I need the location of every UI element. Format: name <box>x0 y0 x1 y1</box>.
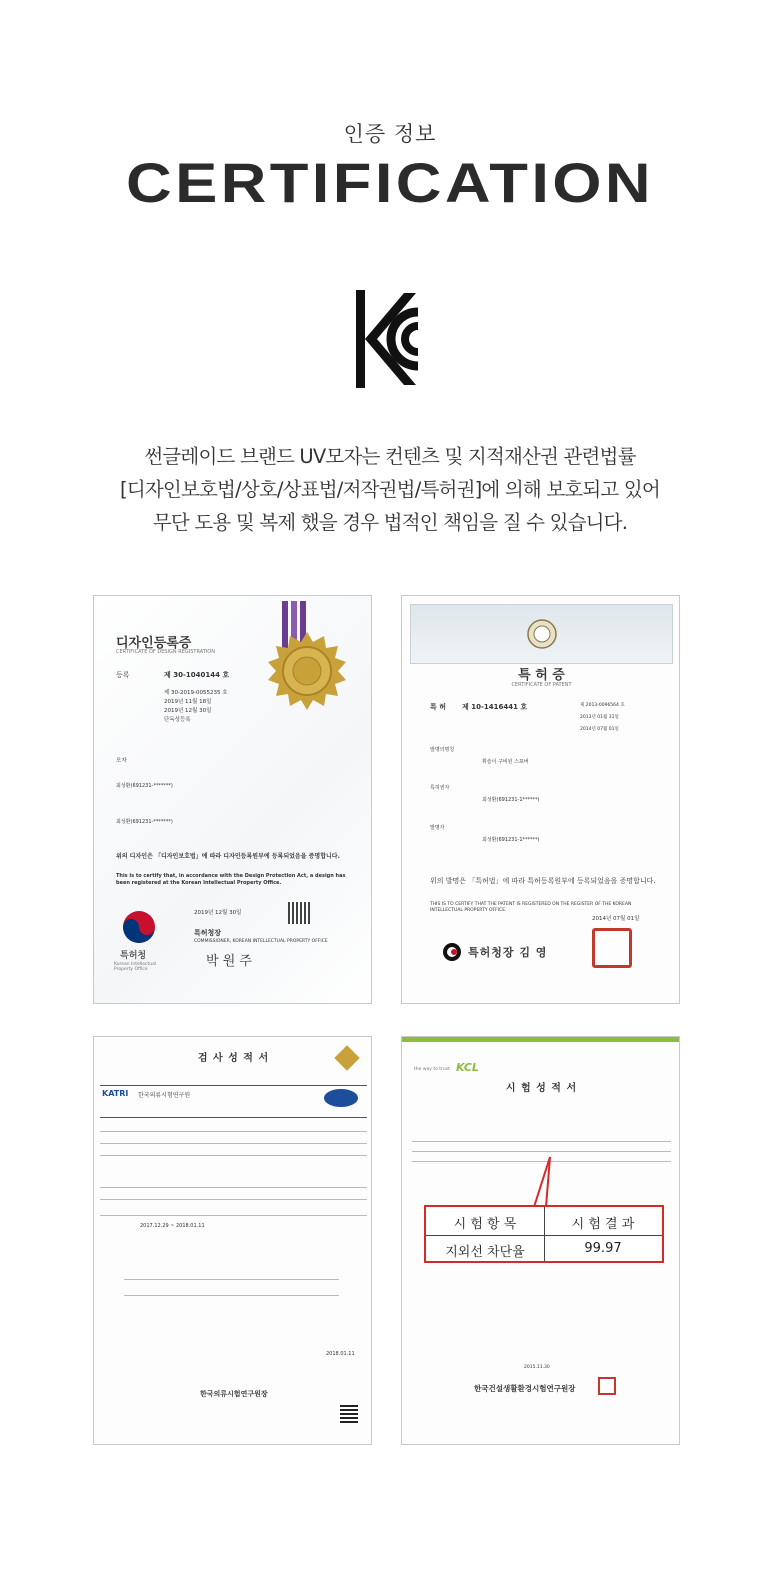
patent-number: 제 10-1416441 호 <box>462 703 528 711</box>
design-reg-label: 등록 <box>116 671 130 679</box>
highlight-item: 지외선 차단율 <box>445 1245 525 1260</box>
callout-arrow-icon <box>520 1155 556 1207</box>
uv-result-highlight <box>424 1205 664 1263</box>
patent-cert-title: 특 허 증 <box>518 668 565 683</box>
patent-invention: 휘슬이 구비된 스포버 <box>482 759 529 765</box>
patent-reg-date: 2014년 07월 01일 <box>580 727 619 732</box>
patent-owner-label: 특허권자 <box>430 785 450 791</box>
katri-date: 2018.01.11 <box>326 1351 355 1357</box>
katri-org: 한국의류시험연구원 <box>138 1092 191 1099</box>
emblem-icon <box>526 618 558 650</box>
katri-period: 2017.12.29 ~ 2018.01.11 <box>140 1223 205 1229</box>
patent-inventor-label: 발명자 <box>430 825 445 831</box>
katri-footer: 한국의류시험연구원장 <box>200 1390 268 1398</box>
notice-line-3: 무단 도용 및 복제 했을 경우 법적인 책임을 질 수 있습니다. <box>152 511 628 534</box>
qr-code-icon <box>288 902 310 924</box>
design-statement-en: This is to certify that, in accordance with the Design Protection Act, a design has been registered at the Korean Intellectual Property Office. <box>116 873 346 886</box>
kcl-title: 시 험 성 적 서 <box>505 1083 578 1094</box>
kipo-logo-icon <box>442 942 462 962</box>
patent-cert-subtitle: CERTIFICATE OF PATENT <box>511 682 572 688</box>
kcl-stamp-icon <box>598 1377 616 1395</box>
qr-code-icon <box>340 1405 358 1423</box>
design-registration-certificate <box>93 595 372 1004</box>
design-reg-date: 2019년 12월 30일 <box>164 708 212 714</box>
design-cert-title: 디자인등록증 <box>116 636 192 651</box>
katri-test-report <box>93 1036 372 1445</box>
kcl-footer: 한국건설생활환경시험연구원장 <box>474 1384 576 1393</box>
patent-invention-label: 발명의명칭 <box>430 747 455 753</box>
kcl-date: 2015.11.30 <box>524 1365 550 1370</box>
design-creator: 최성환(691231-*******) <box>116 819 173 825</box>
section-subtitle: 인증 정보 <box>343 122 437 146</box>
patent-issuer: 특허청장 김 영 <box>468 946 548 959</box>
design-agency-en: Korean Intellectual Property Office <box>114 962 157 972</box>
design-app-number: 제 30-2019-0055235 호 <box>164 690 228 696</box>
design-cert-subtitle: CERTIFICATE OF DESIGN REGISTRATION <box>116 649 215 655</box>
patent-inventor: 최성환(691231-1******) <box>482 837 540 843</box>
patent-number-label: 특 허 <box>430 703 446 711</box>
section-title: CERTIFICATION <box>125 151 654 214</box>
highlight-header-result: 시 험 결 과 <box>571 1217 635 1232</box>
design-agency: 특허청 <box>120 951 147 961</box>
kcl-test-report <box>401 1036 680 1445</box>
design-item: 모자 <box>116 758 127 764</box>
patent-issue-date: 2014년 07월 01일 <box>592 916 640 922</box>
highlight-header-item: 시 험 항 목 <box>453 1217 517 1232</box>
notice-line-1: 썬글레이드 브랜드 UV모자는 컨텐츠 및 지적재산권 관련법률 <box>144 445 636 468</box>
patent-certificate <box>401 595 680 1004</box>
design-statement: 위의 디자인은 「디자인보호법」에 따라 디자인등록원부에 등록되었음을 증명합니다. <box>116 853 340 860</box>
design-app-date: 2019년 11월 18일 <box>164 699 212 705</box>
design-type: 단독성등록 <box>164 717 191 723</box>
patent-app-number: 제 2013-0096564 호 <box>580 703 625 708</box>
red-stamp-icon <box>592 928 632 968</box>
patent-owner: 최성환(691231-1******) <box>482 797 540 803</box>
patent-app-date: 2013년 01월 31일 <box>580 715 619 720</box>
highlight-result: 99.97 <box>584 1241 622 1256</box>
design-owner: 최성환(691231-*******) <box>116 783 173 789</box>
notice-line-2: [디자인보호법/상호/상표법/저작권법/특허권]에 의해 보호되고 있어 <box>120 478 660 501</box>
katri-title: 검 사 성 적 서 <box>197 1053 270 1064</box>
design-issuer-en: COMMISSIONER, KOREAN INTELLECTUAL PROPERTY OFFICE <box>194 939 328 944</box>
design-signature: 박 원 주 <box>206 954 252 969</box>
copyright-notice <box>0 440 780 539</box>
patent-statement-en: THIS IS TO CERTIFY THAT THE PATENT IS REGISTERED ON THE REGISTER OF THE KOREAN INTELLECTUAL PROPERTY OFFICE. <box>430 902 632 913</box>
patent-statement: 위의 발명은 「특허법」에 따라 특허등록원부에 등록되었음을 증명합니다. <box>430 877 656 885</box>
kolas-badge-icon <box>324 1089 358 1107</box>
kcl-logo: KCL <box>456 1061 479 1074</box>
gold-seal-icon <box>266 632 348 714</box>
design-issuer: 특허청장 <box>194 929 222 937</box>
design-reg-number: 제 30-1040144 호 <box>164 671 230 679</box>
taegeuk-logo-icon <box>122 910 156 944</box>
kc-mark-icon <box>356 290 418 388</box>
design-issue-date: 2019년 12월 30일 <box>194 910 242 916</box>
katri-brand: KATRI <box>102 1089 129 1098</box>
kcl-tagline: the way to trust <box>414 1067 450 1072</box>
